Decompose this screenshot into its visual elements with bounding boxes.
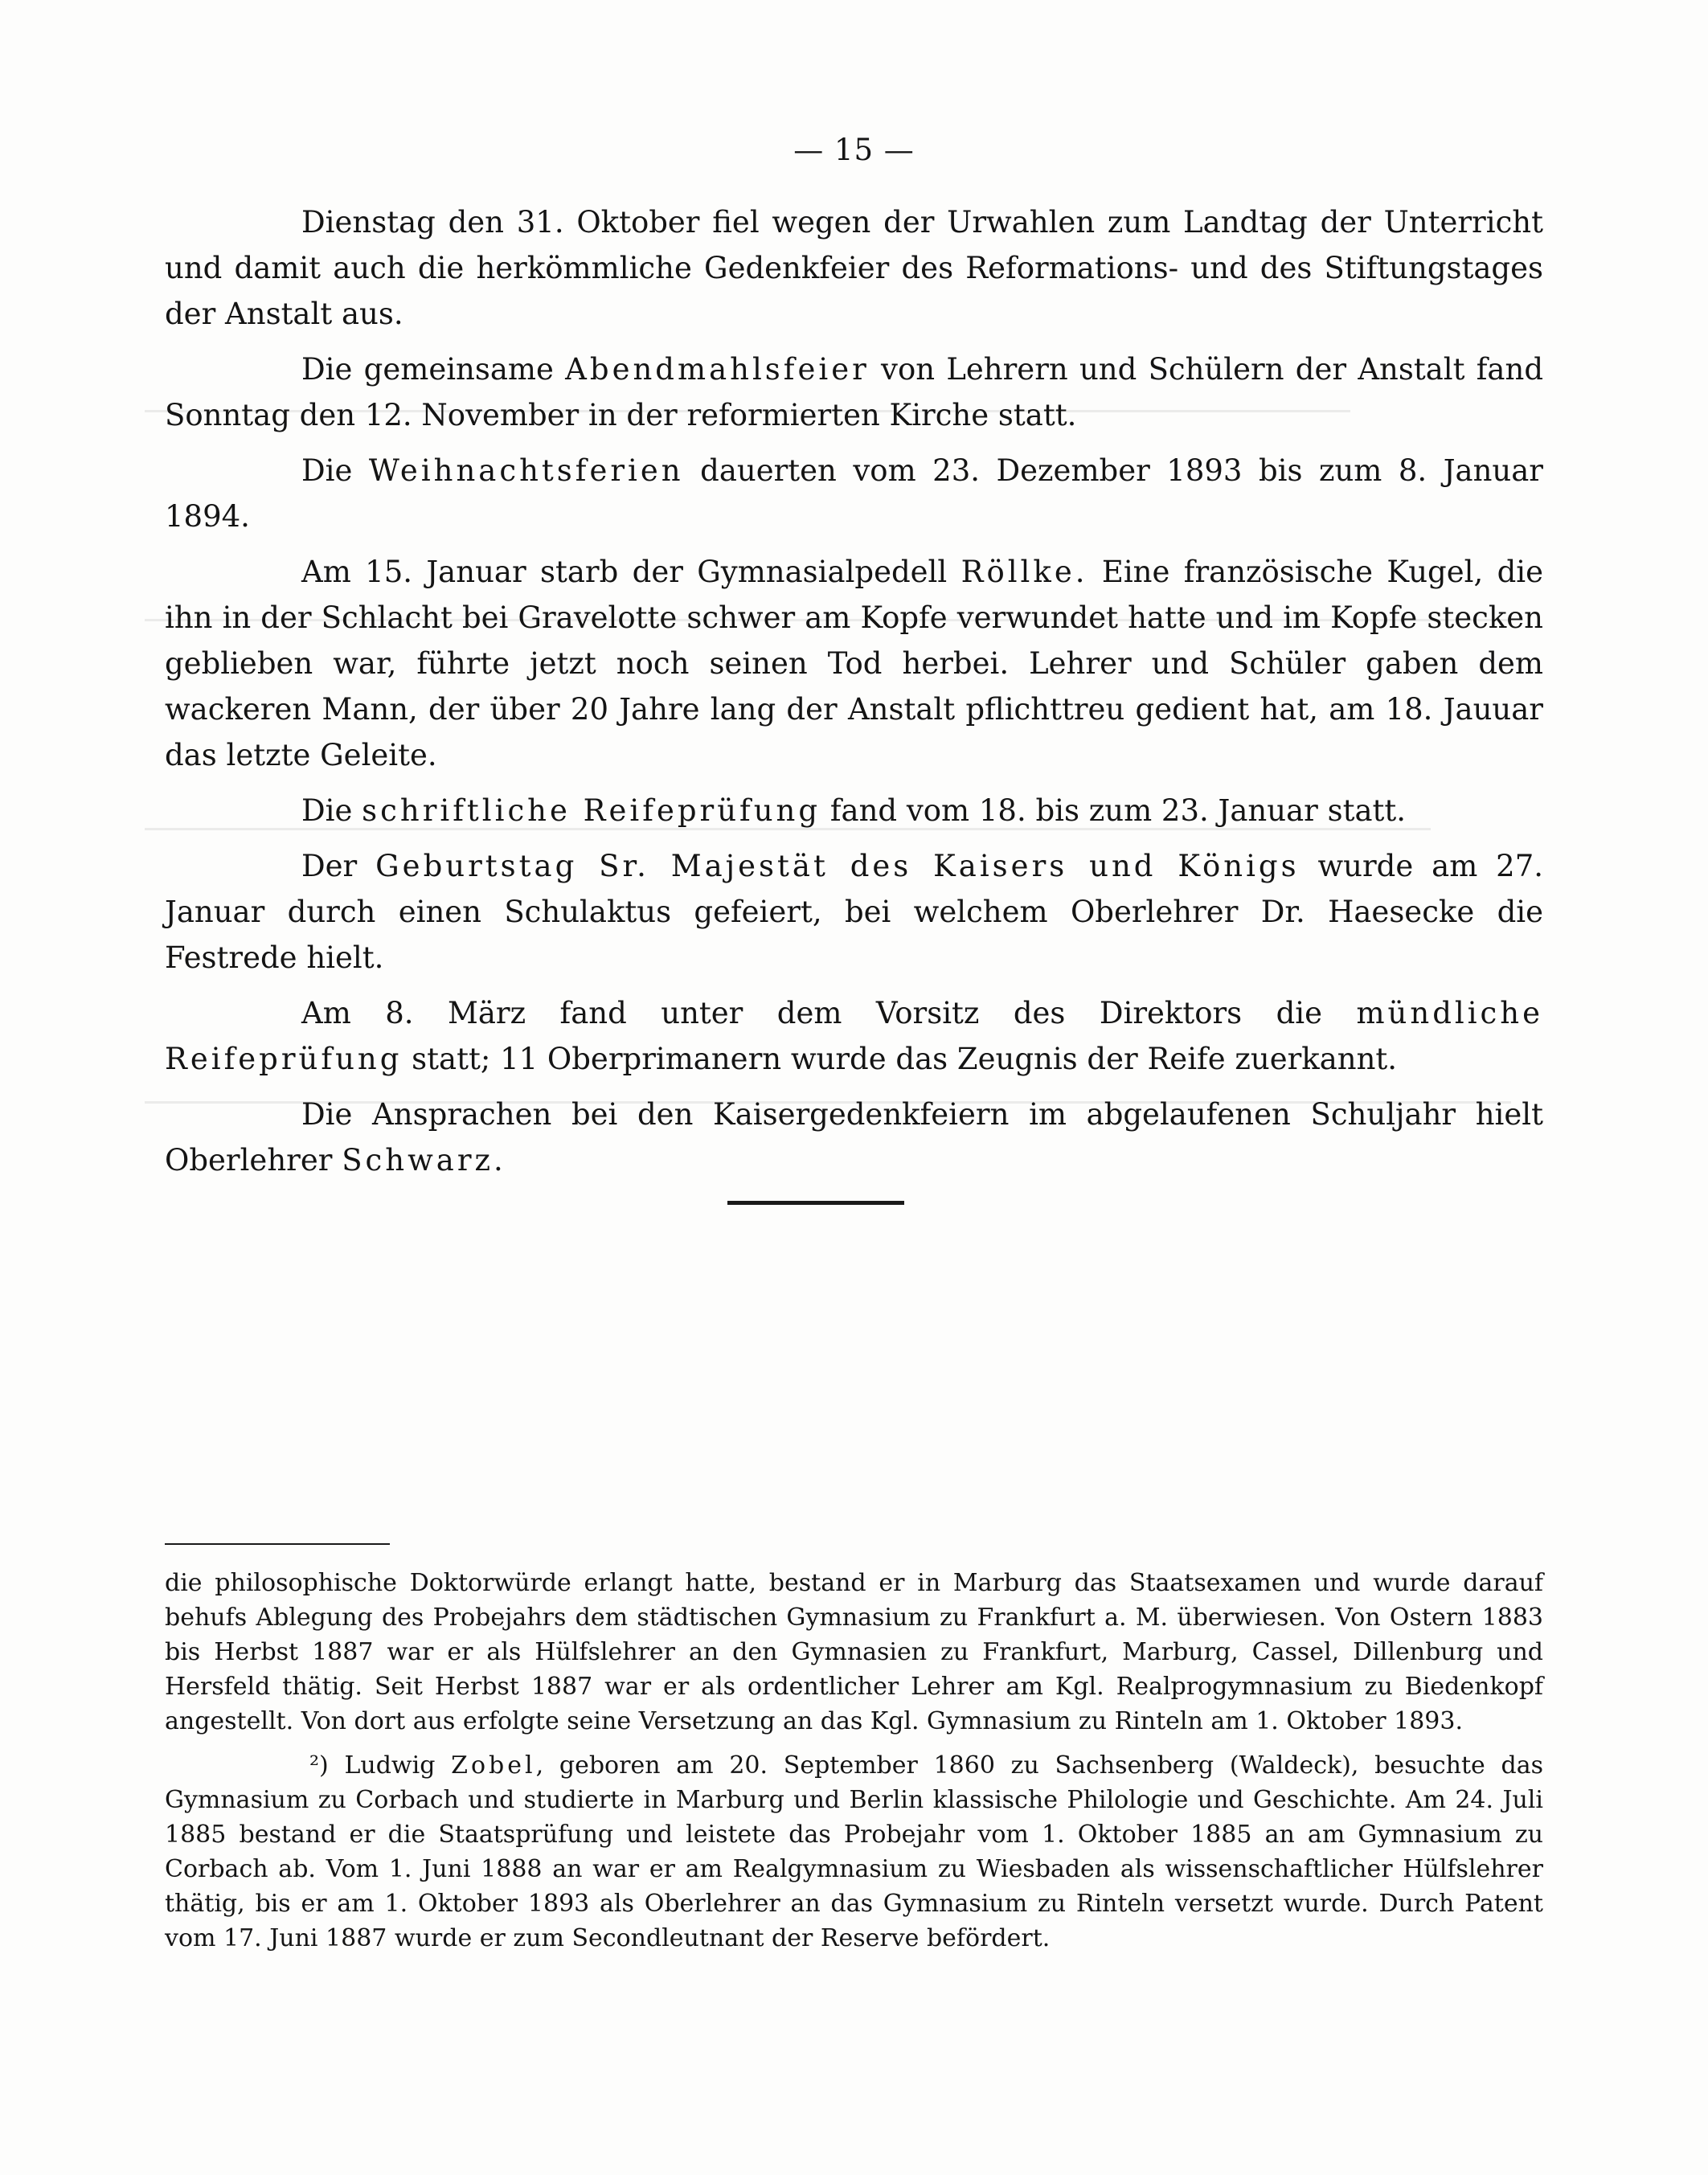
paragraph-text: Dienstag den 31. Oktober fiel wegen der Urwahlen zum Landtag der Unterricht und damit auch die herkömmliche Gedenkfeier des Reformations- und des Stiftungstages der Anstalt aus.	[165, 205, 1543, 331]
paragraph-oral-exam	[165, 990, 1543, 1082]
paragraph-text: statt; 11 Oberprimanern wurde das Zeugnis der Reife zuerkannt.	[402, 1042, 1398, 1076]
footnote-marker: ²)	[309, 1751, 329, 1780]
paragraph-text: Die	[301, 453, 369, 488]
paragraph-reformation-day	[165, 199, 1543, 337]
paragraph-text: wurde am 27. Januar durch einen Schulaktus gefeiert, bei welchem Oberlehrer Dr. Haesecke die Festrede hielt.	[165, 849, 1543, 975]
emphasized-term: Abendmahlsfeier	[565, 352, 870, 387]
emphasized-term: Weihnachtsferien	[368, 453, 684, 488]
footnote-continuation	[165, 1566, 1543, 1739]
paragraph-text: Am 15. Januar starb der Gymnasialpedell	[301, 555, 961, 589]
paragraph-text: Eine französische Kugel, die ihn in der Schlacht bei Gravelotte schwer am Kopfe verwundet hatte und im Kopfe stecken geblieben war, führte jetzt noch seinen Tod herbei. Lehrer und Schüler gaben dem wackeren Mann, der über 20 Jahre lang der Anstalt pflichttreu gedient hat, am 18. Jauuar das letzte Geleite.	[165, 555, 1544, 772]
paragraph-death-notice	[165, 549, 1543, 778]
emphasized-term: Schwarz.	[342, 1143, 506, 1178]
paragraph-text: dauerten vom 23. Dezember 1893 bis zum 8. Januar 1894.	[165, 453, 1543, 534]
paragraph-speeches	[165, 1092, 1543, 1183]
paragraph-christmas-holidays	[165, 448, 1543, 539]
emphasized-term: Röllke.	[960, 555, 1088, 589]
paragraph-text: Am 8. März fand unter dem Vorsitz des Direktors die	[301, 996, 1357, 1030]
emphasized-term: Geburtstag Sr. Majestät des Kaisers und Königs	[375, 849, 1300, 883]
footnote-text: Ludwig	[328, 1751, 452, 1780]
footnotes	[165, 1566, 1543, 1965]
emphasized-term: mündliche Reifeprüfung	[165, 996, 1543, 1076]
paragraph-text: fand vom 18. bis zum 23. Januar statt.	[821, 793, 1407, 828]
paragraph-text: Die gemeinsame	[301, 352, 566, 387]
paragraph-text: Die Ansprachen bei den Kaisergedenkfeiern im abgelaufenen Schuljahr hielt Oberlehrer	[165, 1097, 1543, 1178]
section-divider	[727, 1201, 904, 1205]
page-number: — 15 —	[793, 133, 915, 167]
paragraph-text: Die	[301, 793, 362, 828]
paragraph-text: Der	[301, 849, 376, 883]
paragraph-text: von Lehrern und Schülern der Anstalt fand Sonntag den 12. November in der reformierten Kirche statt.	[165, 352, 1544, 432]
footnote-text: , geboren am 20. September 1860 zu Sachsenberg (Waldeck), besuchte das Gymnasium zu Corbach und studierte in Marburg und Berlin klassische Philologie und Geschichte. Am 24. Juli 1885 bestand er die Staatsprüfung und leistete das Probejahr vom 1. Oktober 1885 an am Gymnasium zu Corbach ab. Vom 1. Juni 1888 an war er am Realgymnasium zu Wiesbaden als wissenschaftlicher Hülfslehrer thätig, bis er am 1. Oktober 1893 als Oberlehrer an das Gymnasium zu Rinteln versetzt wurde. Durch Patent vom 17. Juni 1887 wurde er zum Secondleutnant der Reserve befördert.	[165, 1751, 1543, 1952]
footnote-2	[165, 1748, 1543, 1956]
body-text	[165, 199, 1543, 1193]
paragraph-written-exam	[165, 788, 1543, 834]
footnote-separator	[165, 1543, 390, 1545]
emphasized-name: Zobel	[451, 1751, 536, 1780]
paragraph-emperor-birthday	[165, 843, 1543, 981]
footnote-text: die philosophische Doktorwürde erlangt hatte, bestand er in Marburg das Staatsexamen und wurde darauf behufs Ablegung des Probejahrs dem städtischen Gymnasium zu Frankfurt a. M. überwiesen. Von Ostern 1883 bis Herbst 1887 war er als Hülfslehrer an den Gymnasien zu Frankfurt, Marburg, Cassel, Dillenburg und Hersfeld thätig. Seit Herbst 1887 war er als ordentlicher Lehrer am Kgl. Realprogymnasium zu Biedenkopf angestellt. Von dort aus erfolgte seine Versetzung an das Kgl. Gymnasium zu Rinteln am 1. Oktober 1893.	[165, 1569, 1543, 1735]
paragraph-communion	[165, 346, 1543, 438]
emphasized-term: schriftliche Reifeprüfung	[362, 793, 821, 828]
